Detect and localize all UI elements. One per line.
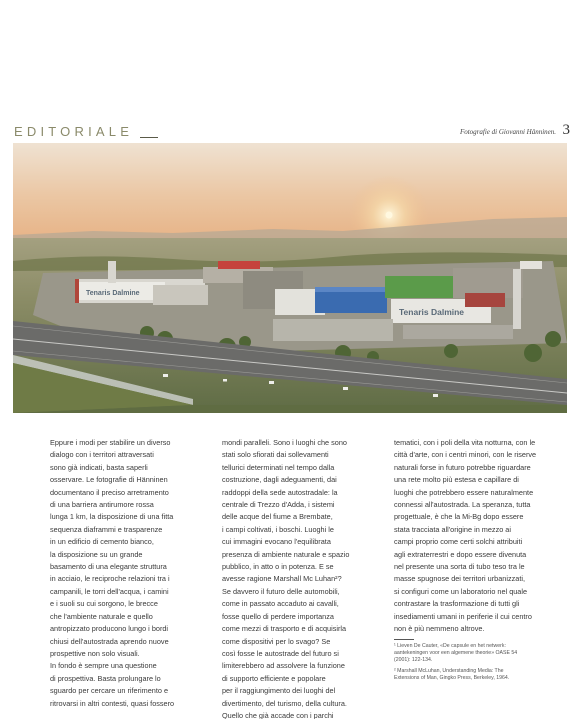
body-column-3 [394, 437, 550, 636]
sign-tenaris-right: Tenaris Dalmine [399, 307, 465, 317]
column-2-text: mondi paralleli. Sono i luoghi che sono stati solo sfiorati dai sollevamenti tellurici determinati nel tempo dalla costruzione, dagli adeguamenti, dai raddoppi della sede autostradale: la centrale di Trezzo d'Adda, i sistemi delle acque del fiume a Brembate, i campi coltivati, i boschi. Luoghi le cui immagini evocano l'equilibrata presenza di ambiente naturale e spazio pubblico, in atto o in potenza. E se avesse ragione Marshall Mc Luhan²? Se davvero il futuro delle automobili, come in passato accaduto ai cavalli, fosse quello di perdere importanza come mezzi di trasporto e di acquisirla come dispositivi per lo svago? Se così fosse le autostrade del futuro si limiterebbero ad assolvere la funzione di supporto efficiente e popolare per il raggiungimento dei luoghi del divertimento, del turismo, della cultura. Quello che già accade con i parchi [222, 438, 350, 719]
column-3-text: tematici, con i poli della vita notturna, con le città d'arte, con i centri minori, con le riserve naturali forse in futuro potrebbe riguardare una rete molto più estesa e capillare di luoghi che potrebbero essere naturalmente connessi all'autostrada. La speranza, tutta progettuale, è che la Mi-Bg dopo essere stata tracciata all'origine in mezzo ai campi proprio come certi solchi attribuiti agli extraterrestri e dopo essere divenuta nel presente una sorta di tubo teso tra le masse spugnose dei territori urbanizzati, si configuri come un laboratorio nel quale contrastare la trasformazione di tutti gli insediamenti umani in periferie il cui centro non è più nemmeno altrove. [394, 438, 537, 634]
page-header [14, 124, 570, 142]
column-1-text: Eppure i modi per stabilire un diverso dialogo con i territori attraversati sono già indicati, basta saperli osservare. Le fotografie di Hänninen documentano il preciso arretramento di una barriera antirumore rossa lunga 1 km, la disposizione di una fitta sequenza diaframmi e trasparenze in un edificio di cemento bianco, la disposizione su un grande basamento di una elegante struttura in acciaio, le reciproche relazioni tra i campanili, le torri dell'acqua, i camini e i suoli su cui sorgono, le brecce che l'ambiente naturale e quello antropizzato producono lungo i bordi chiusi dell'autostrada aprendo nuove prospettive non solo visuali. In fondo è sempre una questione di prospettiva. Basta prolungare lo sguardo per cercare un riferimento e ritrovarsi in altri contesti, quasi fossero [50, 438, 175, 708]
aerial-photo [13, 143, 567, 413]
page-number: 3 [562, 122, 570, 138]
body-column-1 [50, 437, 195, 710]
sun-icon [386, 212, 393, 219]
title-underline [140, 137, 158, 138]
body-column-2 [222, 437, 367, 719]
photo-credit: Fotografie di Giovanni Hänninen. [459, 128, 556, 136]
footnotes [394, 643, 550, 685]
footnote-2: ² Marshall McLuhan, Understanding Media: The Extensions of Man, Gingko Press, Berkeley, 1964. [394, 667, 510, 681]
section-title: EDITORIALE [14, 124, 134, 139]
sign-tenaris-left: Tenaris Dalmine [86, 290, 140, 297]
footnote-divider [394, 639, 414, 640]
aerial-photo-illustration [13, 143, 567, 413]
footnote-1: ¹ Lieven De Cauter, «De capsule en het netwerk: aantekeningen voor een algemene theorie» OASE 54 (2001): 122-134. [394, 643, 518, 664]
